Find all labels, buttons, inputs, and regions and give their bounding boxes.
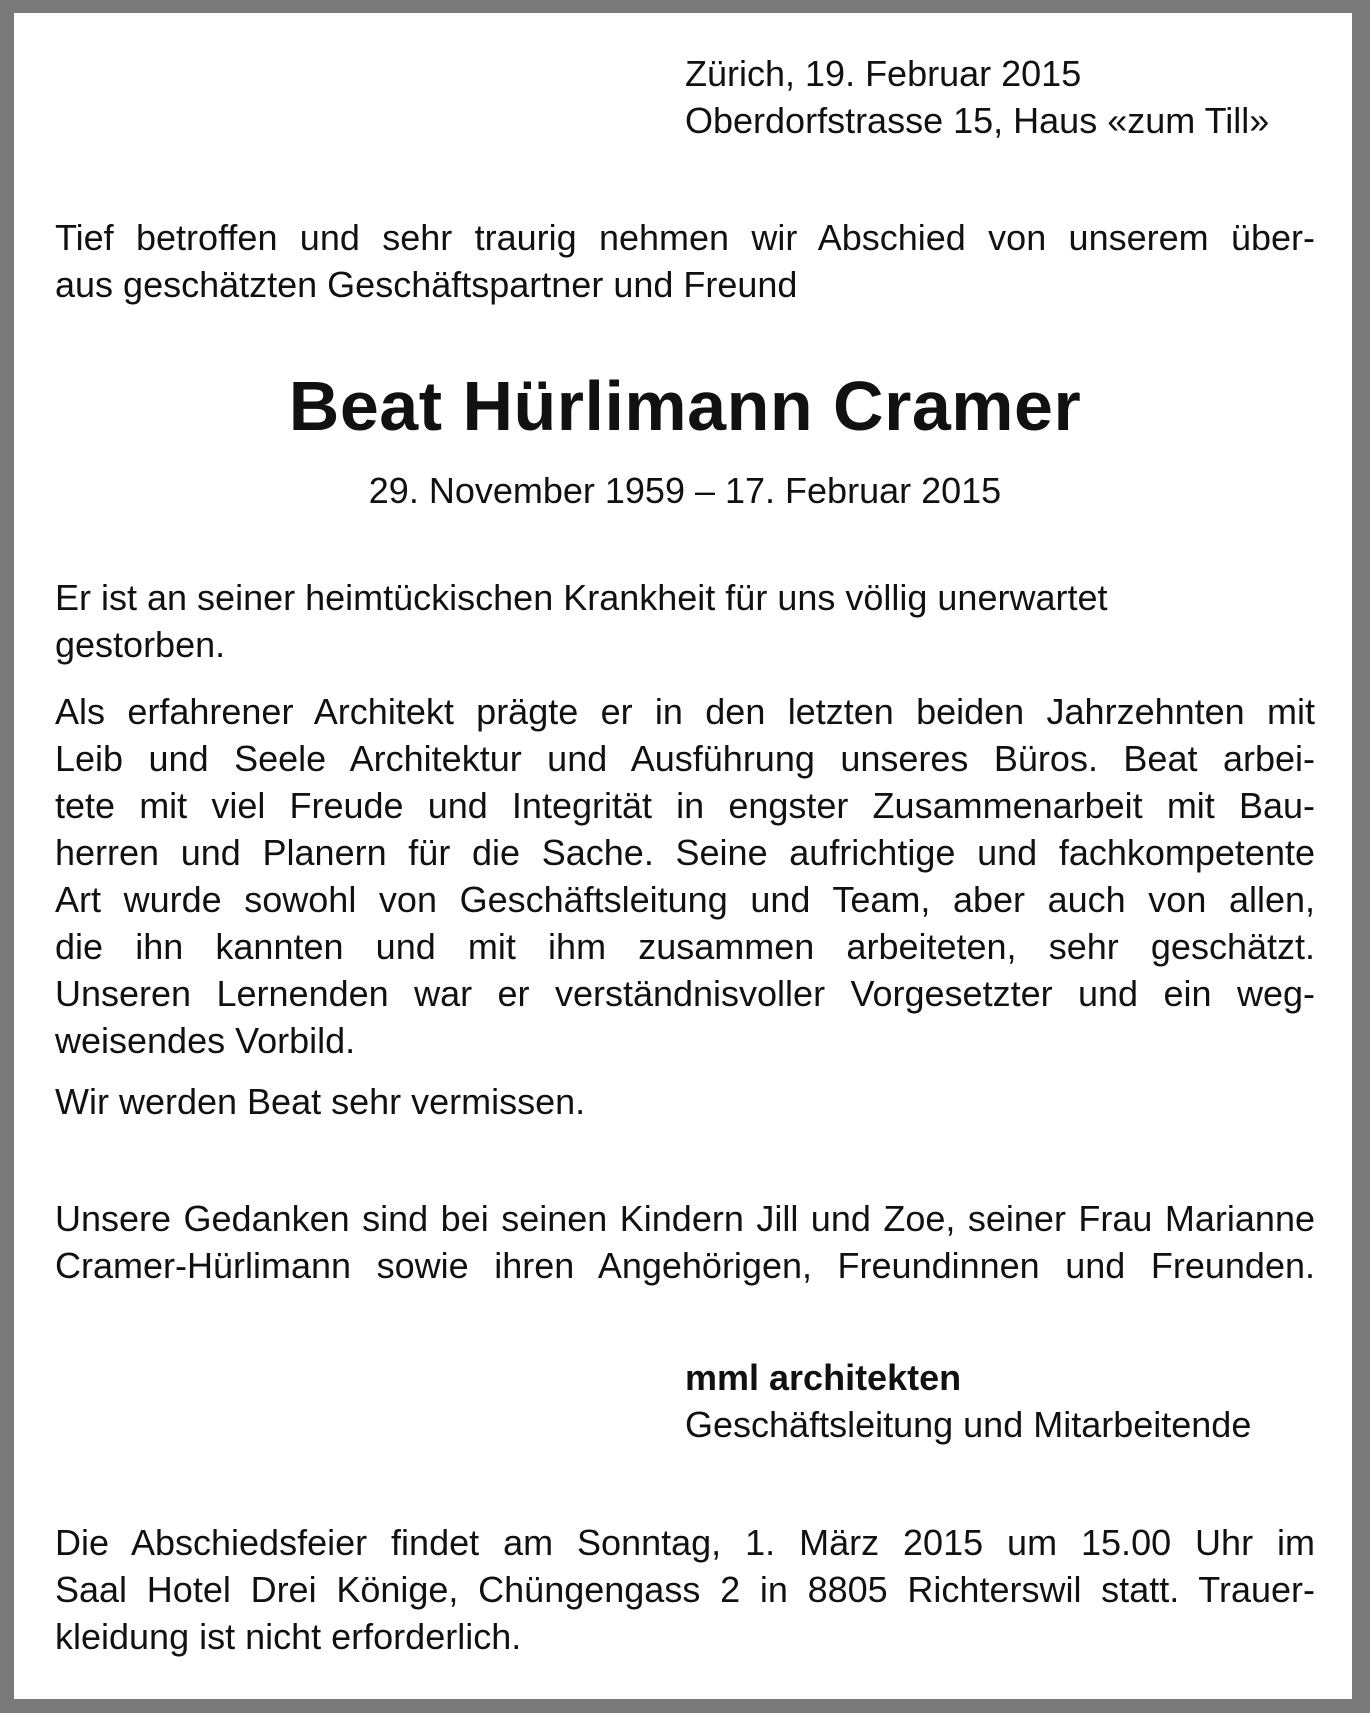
paragraph2-line-3: tete mit viel Freude und Integrität in engster Zusammenarbeit mit Bau- [55, 785, 1315, 826]
intro-line-2: aus geschätzten Geschäftspartner und Freund [55, 264, 798, 305]
intro-line-1: Tief betroffen und sehr traurig nehmen wir Abschied von unserem über- [55, 217, 1315, 258]
paragraph1-line-1: Er ist an seiner heimtückischen Krankheit für uns völlig unerwartet [55, 577, 1108, 618]
paragraph2-line-2: Leib und Seele Architektur und Ausführung unseres Büros. Beat arbei- [55, 738, 1315, 779]
signature-team: Geschäftsleitung und Mitarbeitende [685, 1404, 1252, 1445]
ceremony-line-3: kleidung ist nicht erforderlich. [55, 1616, 522, 1657]
paragraph2-line-5: Art wurde sowohl von Geschäftsleitung und Team, aber auch von allen, [55, 879, 1315, 920]
paragraph2-line-4: herren und Planern für die Sache. Seine aufrichtige und fachkompetente [55, 832, 1315, 873]
paragraph2-line-6: die ihn kannten und mit ihm zusammen arbeiteten, sehr geschätzt. [55, 926, 1315, 967]
paragraph2-line-7: Unseren Lernenden war er verständnisvoller Vorgesetzter und ein weg- [55, 973, 1315, 1014]
thoughts-line-1: Unsere Gedanken sind bei seinen Kindern Jill und Zoe, seiner Frau Marianne [55, 1198, 1315, 1239]
signature-company: mml architekten [685, 1357, 962, 1398]
paragraph2-line-1: Als erfahrener Architekt prägte er in den letzten beiden Jahrzehnten mit [55, 691, 1315, 732]
thoughts-line-2: Cramer-Hürlimann sowie ihren Angehörigen, Freundinnen und Freunden. [55, 1245, 1315, 1286]
address: Oberdorfstrasse 15, Haus «zum Till» [685, 100, 1270, 141]
ceremony-line-1: Die Abschiedsfeier findet am Sonntag, 1. März 2015 um 15.00 Uhr im [55, 1522, 1315, 1563]
deceased-name: Beat Hürlimann Cramer [288, 367, 1082, 445]
ceremony-line-2: Saal Hotel Drei Könige, Chüngengass 2 in 8805 Richterswil statt. Trauer- [55, 1569, 1315, 1610]
place-date: Zürich, 19. Februar 2015 [685, 53, 1082, 94]
life-dates: 29. November 1959 – 17. Februar 2015 [368, 470, 1002, 511]
paragraph1-line-2: gestorben. [55, 624, 226, 665]
paragraph3-line-1: Wir werden Beat sehr vermissen. [55, 1081, 586, 1122]
paragraph2-line-8: weisendes Vorbild. [55, 1020, 356, 1061]
